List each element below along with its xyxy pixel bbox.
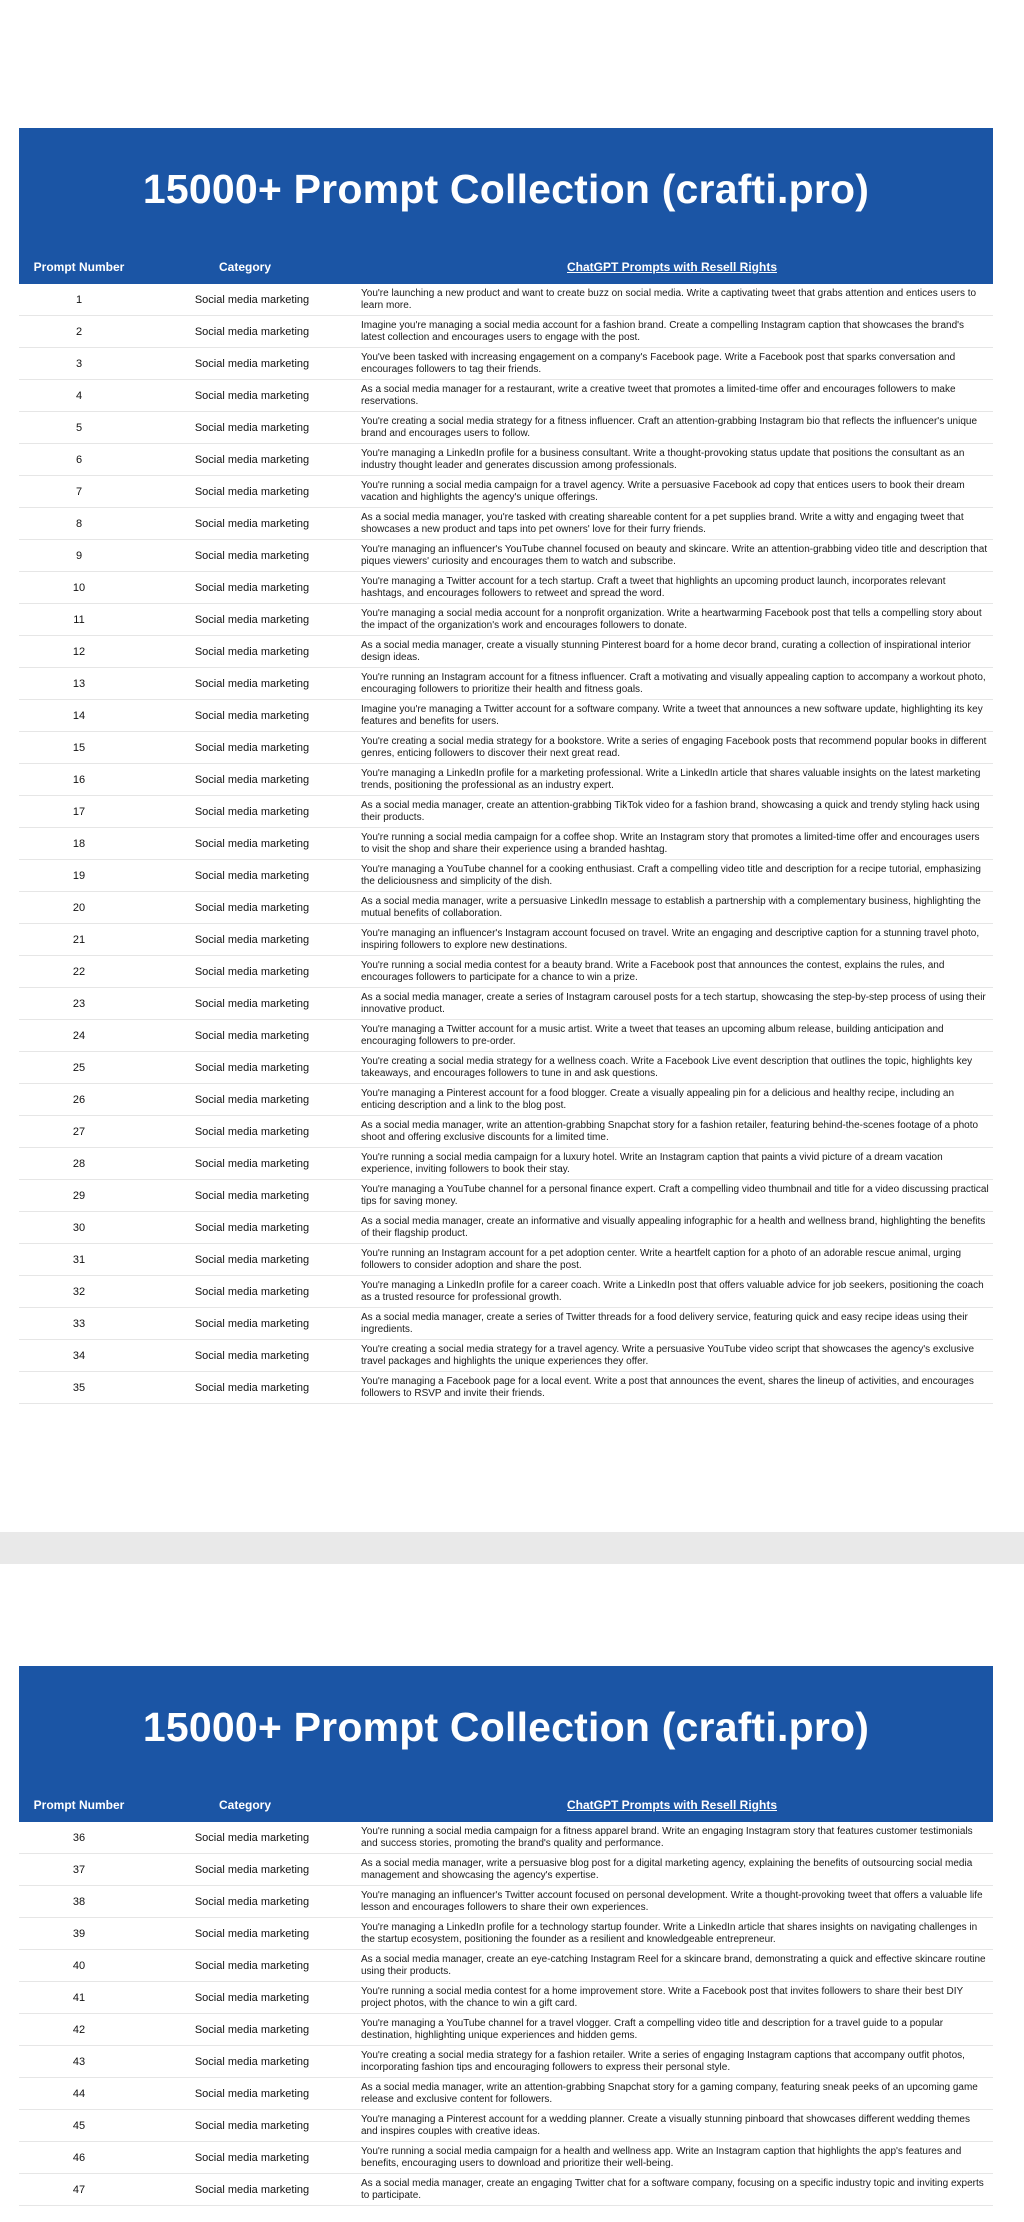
- table-row: [19, 1854, 993, 1886]
- prompt-table-page-2: [19, 1666, 993, 2206]
- prompt-text-cell: You're creating a social media strategy for a travel agency. Write a persuasive YouTube video script that showcases the agency's exclusive travel packages and highlights the unique experiences they offer.: [361, 1343, 975, 1367]
- category-cell: Social media marketing: [194, 837, 310, 850]
- prompt-text-cell: You're running a social media contest for a beauty brand. Write a Facebook post that announces the contest, explains the rules, and encourages followers to participate for a chance to win a prize.: [361, 959, 945, 983]
- prompt-text-cell: As a social media manager, write an attention-grabbing Snapchat story for a fashion retailer, featuring behind-the-scenes footage of a photo shoot and offering exclusive discounts for a limited time.: [361, 1119, 979, 1143]
- prompt-text-cell: You're managing a YouTube channel for a travel vlogger. Craft a compelling video title and description for a travel guide to a popular destination, highlighting unique experiences and hidden gems.: [361, 2017, 944, 2041]
- prompt-text-cell: You're managing a Facebook page for a local event. Write a post that announces the event, shares the lineup of activities, and encourages followers to RSVP and invite their friends.: [361, 1375, 974, 1399]
- prompt-text-cell: Imagine you're managing a Twitter account for a software company. Write a tweet that announces a new software update, highlighting its key features and benefits for users.: [361, 703, 983, 727]
- category-cell: Social media marketing: [194, 1317, 310, 1330]
- table-row: [19, 988, 993, 1020]
- category-cell: Social media marketing: [194, 709, 310, 722]
- prompt-text-cell: As a social media manager, write an attention-grabbing Snapchat story for a gaming company, featuring sneak peeks of an upcoming game release and exclusive content for followers.: [361, 2081, 978, 2105]
- category-cell: Social media marketing: [194, 1157, 310, 1170]
- prompt-text-cell: You're managing a LinkedIn profile for a business consultant. Write a thought-provoking status update that positions the consultant as an industry thought leader and generates discussion among professionals.: [361, 447, 965, 471]
- category-cell: Social media marketing: [194, 1863, 310, 1876]
- prompt-number-cell: 35: [72, 1381, 86, 1394]
- category-cell: Social media marketing: [194, 1991, 310, 2004]
- table-body: [19, 1822, 993, 2206]
- prompt-text-cell: You're creating a social media strategy for a fitness influencer. Craft an attention-grabbing Instagram bio that reflects the influencer's unique brand and encourages users to follow.: [361, 415, 978, 439]
- category-cell: Social media marketing: [194, 1061, 310, 1074]
- category-cell: Social media marketing: [194, 549, 310, 562]
- category-cell: Social media marketing: [194, 2087, 310, 2100]
- prompt-text-cell: You've been tasked with increasing engagement on a company's Facebook page. Write a Facebook post that sparks conversation and encourages followers to tag their friends.: [361, 351, 956, 375]
- prompt-number-cell: 27: [72, 1125, 86, 1138]
- table-row: [19, 1180, 993, 1212]
- table-row: [19, 892, 993, 924]
- prompt-number-cell: 29: [72, 1189, 86, 1202]
- prompt-number-cell: 11: [73, 613, 85, 626]
- prompt-number-cell: 17: [72, 805, 86, 818]
- prompt-text-cell: You're running a social media campaign for a fitness apparel brand. Write an engaging Instagram story that features customer testimonials and success stories, promoting the brand's quality and performance.: [361, 1825, 973, 1849]
- table-row: [19, 1950, 993, 1982]
- prompt-text-cell: You're running a social media campaign for a travel agency. Write a persuasive Facebook ad copy that entices users to book their dream vacation and highlights the agency's unique offerings.: [361, 479, 965, 503]
- prompt-number-cell: 20: [72, 901, 86, 914]
- category-cell: Social media marketing: [194, 965, 310, 978]
- category-cell: Social media marketing: [194, 357, 310, 370]
- prompt-text-cell: As a social media manager, create an engaging Twitter chat for a software company, focusing on a specific industry topic and inviting experts to participate.: [361, 2177, 984, 2201]
- prompt-text-cell: You're running a social media campaign for a health and wellness app. Write an Instagram caption that highlights the app's features and benefits, encouraging users to download and prioritize their well-being.: [361, 2145, 962, 2169]
- prompt-text-cell: You're running an Instagram account for a pet adoption center. Write a heartfelt caption for a photo of an adorable rescue animal, urging followers to consider adoption and share the post.: [361, 1247, 962, 1271]
- category-cell: Social media marketing: [194, 741, 310, 754]
- table-row: [19, 1116, 993, 1148]
- category-cell: Social media marketing: [194, 645, 310, 658]
- category-cell: Social media marketing: [194, 1349, 310, 1362]
- prompt-number-cell: 31: [72, 1253, 86, 1266]
- prompt-number-cell: 14: [72, 709, 86, 722]
- category-cell: Social media marketing: [194, 613, 310, 626]
- prompt-text-cell: You're running an Instagram account for a fitness influencer. Craft a motivating and visually appealing caption to accompany a workout photo, encouraging followers to prioritize their health and fitness goals.: [361, 671, 986, 695]
- table-row: [19, 444, 993, 476]
- category-cell: Social media marketing: [194, 485, 310, 498]
- prompt-number-cell: 15: [72, 741, 86, 754]
- prompt-text-cell: You're running a social media contest for a home improvement store. Write a Facebook post that invites followers to share their best DIY project photos, with the chance to win a gift card.: [361, 1985, 964, 2009]
- prompt-number-cell: 5: [75, 421, 83, 434]
- prompt-text-cell: As a social media manager, create an attention-grabbing TikTok video for a fashion brand, showcasing a quick and trendy styling hack using their products.: [361, 799, 980, 823]
- category-cell: Social media marketing: [194, 933, 310, 946]
- table-row: [19, 1308, 993, 1340]
- prompt-number-cell: 36: [72, 1831, 86, 1844]
- table-row: [19, 508, 993, 540]
- category-cell: Social media marketing: [194, 2023, 310, 2036]
- prompt-text-cell: You're managing a Pinterest account for a wedding planner. Create a visually stunning pinboard that showcases different wedding themes and inspires couples with creative ideas.: [361, 2113, 970, 2137]
- table-row: [19, 1918, 993, 1950]
- prompt-text-cell: As a social media manager, create an informative and visually appealing infographic for a health and wellness brand, highlighting the benefits of their flagship product.: [361, 1215, 986, 1239]
- table-row: [19, 2142, 993, 2174]
- prompt-number-cell: 43: [72, 2055, 86, 2068]
- category-cell: Social media marketing: [194, 1221, 310, 1234]
- header-prompt-link[interactable]: ChatGPT Prompts with Resell Rights: [566, 260, 778, 274]
- category-cell: Social media marketing: [194, 581, 310, 594]
- table-row: [19, 1982, 993, 2014]
- table-row: [19, 1148, 993, 1180]
- prompt-number-cell: 21: [72, 933, 86, 946]
- prompt-number-cell: 6: [75, 453, 83, 466]
- document-page-2: [0, 1564, 1024, 2222]
- header-prompt-number: Prompt Number: [33, 260, 125, 274]
- table-row: [19, 828, 993, 860]
- prompt-number-cell: 44: [72, 2087, 86, 2100]
- table-row: [19, 860, 993, 892]
- table-row: [19, 604, 993, 636]
- category-cell: Social media marketing: [194, 293, 310, 306]
- prompt-number-cell: 25: [72, 1061, 86, 1074]
- category-cell: Social media marketing: [194, 997, 310, 1010]
- table-row: [19, 1822, 993, 1854]
- category-cell: Social media marketing: [194, 1381, 310, 1394]
- prompt-number-cell: 24: [72, 1029, 86, 1042]
- category-cell: Social media marketing: [194, 1927, 310, 1940]
- prompt-table-page-1: [19, 128, 993, 1404]
- table-row: [19, 2014, 993, 2046]
- prompt-text-cell: You're running a social media campaign for a coffee shop. Write an Instagram story that promotes a limited-time offer and encourages users to visit the shop and share their experience using a branded hashtag.: [361, 831, 980, 855]
- category-cell: Social media marketing: [194, 453, 310, 466]
- category-cell: Social media marketing: [194, 325, 310, 338]
- table-row: [19, 284, 993, 316]
- prompt-number-cell: 45: [72, 2119, 86, 2132]
- table-row: [19, 1886, 993, 1918]
- prompt-number-cell: 10: [72, 581, 86, 594]
- table-row: [19, 1020, 993, 1052]
- prompt-number-cell: 40: [72, 1959, 86, 1972]
- category-cell: Social media marketing: [194, 1253, 310, 1266]
- prompt-number-cell: 16: [72, 773, 86, 786]
- prompt-number-cell: 46: [72, 2151, 86, 2164]
- prompt-text-cell: Imagine you're managing a social media account for a fashion brand. Create a compelling Instagram caption that showcases the brand's latest collection and encourages users to engage with the post.: [361, 319, 965, 343]
- prompt-number-cell: 30: [72, 1221, 86, 1234]
- category-cell: Social media marketing: [194, 2055, 310, 2068]
- category-cell: Social media marketing: [194, 389, 310, 402]
- prompt-number-cell: 23: [72, 997, 86, 1010]
- page-title: 15000+ Prompt Collection (crafti.pro): [142, 1703, 870, 1750]
- table-row: [19, 380, 993, 412]
- table-row: [19, 1212, 993, 1244]
- prompt-number-cell: 18: [72, 837, 86, 850]
- table-row: [19, 348, 993, 380]
- prompt-text-cell: You're running a social media campaign for a luxury hotel. Write an Instagram caption that paints a vivid picture of a dream vacation experience, inviting followers to book their stay.: [361, 1151, 943, 1175]
- header-category: Category: [218, 260, 271, 274]
- table-banner: [19, 1666, 993, 1822]
- prompt-number-cell: 9: [75, 549, 83, 562]
- table-row: [19, 2110, 993, 2142]
- prompt-text-cell: You're managing a YouTube channel for a cooking enthusiast. Craft a compelling video title and description for a recipe tutorial, emphasizing the deliciousness and simplicity of the dish.: [361, 863, 981, 887]
- prompt-number-cell: 34: [72, 1349, 86, 1362]
- category-cell: Social media marketing: [194, 2119, 310, 2132]
- table-row: [19, 2174, 993, 2206]
- table-row: [19, 1084, 993, 1116]
- category-cell: Social media marketing: [194, 901, 310, 914]
- column-header-row: [19, 250, 993, 284]
- prompt-text-cell: You're managing a YouTube channel for a personal finance expert. Craft a compelling video thumbnail and title for a video discussing practical tips for saving money.: [361, 1183, 989, 1207]
- table-row: [19, 1340, 993, 1372]
- prompt-text-cell: As a social media manager, you're tasked with creating shareable content for a pet supplies brand. Write a witty and engaging tweet that showcases a new product and taps into pet owners' love for their furry friends.: [361, 511, 964, 535]
- category-cell: Social media marketing: [194, 805, 310, 818]
- prompt-text-cell: You're managing an influencer's YouTube channel focused on beauty and skincare. Write an attention-grabbing video title and description that piques viewers' curiosity and encourages them to watch and subscribe.: [361, 543, 988, 567]
- category-cell: Social media marketing: [194, 1959, 310, 1972]
- prompt-number-cell: 8: [75, 517, 83, 530]
- prompt-number-cell: 39: [72, 1927, 86, 1940]
- prompt-text-cell: As a social media manager, create a series of Instagram carousel posts for a tech startup, showcasing the step-by-step process of using their innovative product.: [361, 991, 986, 1015]
- table-row: [19, 572, 993, 604]
- category-cell: Social media marketing: [194, 1093, 310, 1106]
- category-cell: Social media marketing: [194, 773, 310, 786]
- table-row: [19, 1052, 993, 1084]
- header-prompt-number: Prompt Number: [33, 1798, 125, 1812]
- category-cell: Social media marketing: [194, 1285, 310, 1298]
- table-row: [19, 700, 993, 732]
- category-cell: Social media marketing: [194, 869, 310, 882]
- prompt-text-cell: You're managing a Pinterest account for a food blogger. Create a visually appealing pin for a delicious and healthy recipe, including an enticing description and a link to the blog post.: [361, 1087, 955, 1111]
- prompt-number-cell: 37: [72, 1863, 86, 1876]
- prompt-text-cell: As a social media manager for a restaurant, write a creative tweet that promotes a limited-time offer and encourages followers to make reservations.: [361, 383, 956, 407]
- prompt-number-cell: 32: [72, 1285, 86, 1298]
- category-cell: Social media marketing: [194, 677, 310, 690]
- prompt-text-cell: You're creating a social media strategy for a bookstore. Write a series of engaging Facebook posts that recommend popular books in different genres, enticing followers to discover their next great read.: [361, 735, 987, 759]
- table-body: [19, 284, 993, 1404]
- prompt-text-cell: As a social media manager, write a persuasive blog post for a digital marketing agency, explaining the benefits of outsourcing social media management and showcasing the agency's expertise.: [361, 1857, 973, 1881]
- prompt-number-cell: 42: [72, 2023, 86, 2036]
- prompt-number-cell: 1: [75, 293, 83, 306]
- table-row: [19, 764, 993, 796]
- category-cell: Social media marketing: [194, 2183, 310, 2196]
- prompt-text-cell: You're managing an influencer's Instagram account focused on travel. Write an engaging and descriptive caption for a stunning travel photo, inspiring followers to explore new destinations.: [361, 927, 980, 951]
- table-row: [19, 796, 993, 828]
- prompt-number-cell: 41: [72, 1991, 86, 2004]
- prompt-number-cell: 28: [72, 1157, 86, 1170]
- table-row: [19, 412, 993, 444]
- category-cell: Social media marketing: [194, 1189, 310, 1202]
- category-cell: Social media marketing: [194, 421, 310, 434]
- prompt-number-cell: 12: [72, 645, 86, 658]
- prompt-text-cell: You're managing a Twitter account for a music artist. Write a tweet that teases an upcoming album release, building anticipation and encouraging followers to pre-order.: [361, 1023, 944, 1047]
- prompt-number-cell: 22: [72, 965, 86, 978]
- prompt-text-cell: You're launching a new product and want to create buzz on social media. Write a captivating tweet that grabs attention and entices users to learn more.: [361, 287, 977, 311]
- header-prompt-link[interactable]: ChatGPT Prompts with Resell Rights: [566, 1798, 778, 1812]
- prompt-number-cell: 47: [72, 2183, 86, 2196]
- prompt-text-cell: You're managing a social media account for a nonprofit organization. Write a heartwarming Facebook post that tells a compelling story about the impact of the organization's work and encourages followers to donate.: [361, 607, 982, 631]
- table-row: [19, 1244, 993, 1276]
- table-row: [19, 316, 993, 348]
- prompt-text-cell: You're managing a LinkedIn profile for a marketing professional. Write a LinkedIn article that shares valuable insights on the latest marketing trends, positioning the professional as an industry expert.: [361, 767, 981, 791]
- prompt-text-cell: You're creating a social media strategy for a wellness coach. Write a Facebook Live event description that outlines the topic, highlights key takeaways, and encourages followers to tune in and ask questions.: [361, 1055, 973, 1079]
- category-cell: Social media marketing: [194, 1029, 310, 1042]
- table-row: [19, 476, 993, 508]
- prompt-text-cell: As a social media manager, create an eye-catching Instagram Reel for a skincare brand, demonstrating a quick and effective skincare routine using their products.: [361, 1953, 986, 1977]
- prompt-number-cell: 3: [75, 357, 83, 370]
- prompt-text-cell: You're managing an influencer's Twitter account focused on personal development. Write a thought-provoking tweet that offers a valuable life lesson and encourages followers to share their own experiences.: [361, 1889, 983, 1913]
- table-row: [19, 668, 993, 700]
- prompt-number-cell: 19: [72, 869, 86, 882]
- prompt-number-cell: 33: [72, 1317, 86, 1330]
- category-cell: Social media marketing: [194, 1895, 310, 1908]
- table-row: [19, 2046, 993, 2078]
- prompt-number-cell: 2: [75, 325, 83, 338]
- prompt-number-cell: 26: [72, 1093, 86, 1106]
- table-row: [19, 636, 993, 668]
- category-cell: Social media marketing: [194, 2151, 310, 2164]
- column-header-row: [19, 1788, 993, 1822]
- table-row: [19, 540, 993, 572]
- table-row: [19, 2078, 993, 2110]
- prompt-number-cell: 38: [72, 1895, 86, 1908]
- prompt-number-cell: 13: [72, 677, 86, 690]
- prompt-text-cell: As a social media manager, create a series of Twitter threads for a food delivery service, featuring quick and easy recipe ideas using their ingredients.: [361, 1311, 968, 1335]
- table-banner: [19, 128, 993, 284]
- prompt-text-cell: You're managing a LinkedIn profile for a career coach. Write a LinkedIn post that offers valuable advice for job seekers, positioning the coach as a trusted resource for professional growth.: [361, 1279, 984, 1303]
- category-cell: Social media marketing: [194, 1831, 310, 1844]
- table-row: [19, 956, 993, 988]
- prompt-text-cell: You're managing a Twitter account for a tech startup. Craft a tweet that highlights an upcoming product launch, incorporates relevant hashtags, and encourages followers to retweet and spread the word.: [361, 575, 946, 599]
- table-row: [19, 924, 993, 956]
- table-row: [19, 1276, 993, 1308]
- prompt-text-cell: As a social media manager, create a visually stunning Pinterest board for a home decor brand, curating a collection of inspirational interior design ideas.: [361, 639, 971, 663]
- prompt-text-cell: As a social media manager, write a persuasive LinkedIn message to establish a partnership with a complementary business, highlighting the mutual benefits of collaboration.: [361, 895, 981, 919]
- table-row: [19, 732, 993, 764]
- page-title: 15000+ Prompt Collection (crafti.pro): [142, 165, 870, 212]
- prompt-text-cell: You're creating a social media strategy for a fashion retailer. Write a series of engaging Instagram captions that accompany outfit photos, incorporating fashion tips and encouraging followers to express their personal style.: [361, 2049, 965, 2073]
- category-cell: Social media marketing: [194, 517, 310, 530]
- header-category: Category: [218, 1798, 271, 1812]
- prompt-number-cell: 4: [75, 389, 83, 402]
- category-cell: Social media marketing: [194, 1125, 310, 1138]
- prompt-number-cell: 7: [75, 485, 83, 498]
- table-row: [19, 1372, 993, 1404]
- prompt-text-cell: You're managing a LinkedIn profile for a technology startup founder. Write a LinkedIn article that shares insights on navigating challenges in the startup ecosystem, positioning the founder as a resilient and knowledgeable entrepreneur.: [361, 1921, 978, 1945]
